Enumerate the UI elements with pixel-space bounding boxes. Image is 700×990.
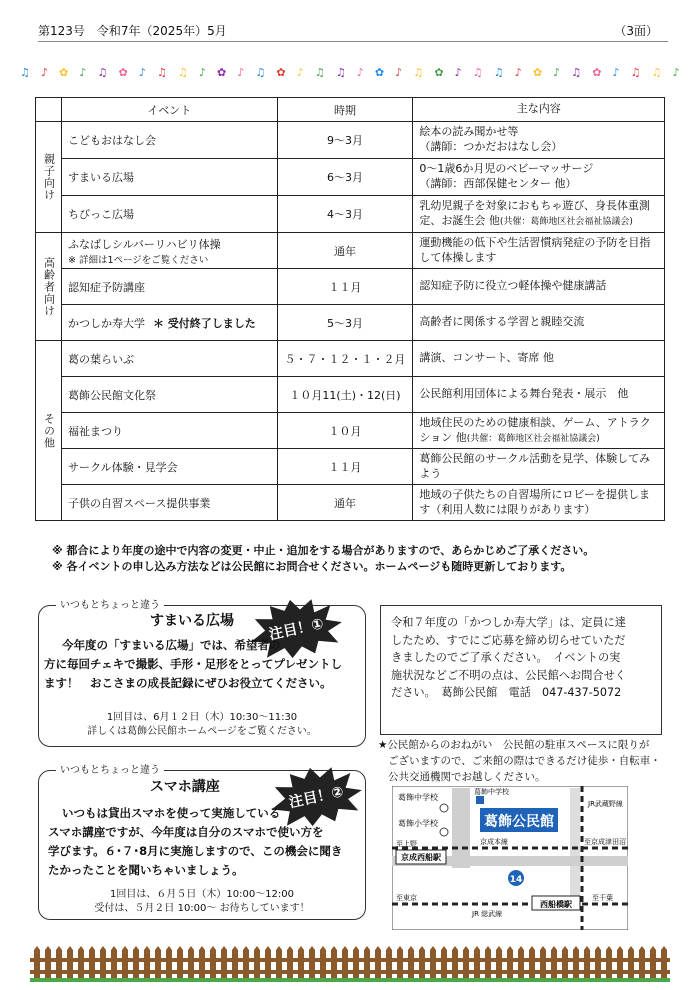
content-text: 公民館利用団体による舞台発表・展示 他	[419, 387, 629, 401]
fence-picket	[45, 946, 51, 978]
community-center-label: 葛飾公民館	[484, 814, 554, 830]
music-note-icon: ♫	[493, 66, 504, 79]
fence-picket	[496, 946, 502, 978]
content-text: 高齢者に関係する学習と親睦交流	[419, 315, 585, 329]
music-note-icon: ✿	[434, 66, 444, 79]
fence-picket	[518, 946, 524, 978]
feature1-line: 今年度の「すまいる広場」では、希望者の	[62, 638, 281, 652]
music-note-icon: ♫	[314, 66, 325, 79]
content-text: 葛飾公民館のサークル活動を見学、体験してみよう	[419, 451, 651, 480]
table-row	[36, 122, 665, 159]
music-note-icon: ♪	[40, 66, 48, 79]
music-note-icon: ♪	[198, 66, 206, 79]
period-cell: 5～3月	[277, 305, 413, 341]
music-note-icon: ✿	[118, 66, 128, 79]
badge-1-text: 注目！①	[267, 616, 326, 644]
access-map	[392, 786, 628, 930]
table-row	[36, 449, 665, 485]
fence-picket	[287, 946, 293, 978]
feature2-line: いつもは貸出スマホを使って実施している	[62, 806, 281, 820]
music-note-icon: ♫	[177, 66, 188, 79]
music-note-icon: ♪	[237, 66, 245, 79]
content-cell	[413, 305, 665, 341]
fence-picket	[408, 946, 414, 978]
page-number: （3面）	[614, 24, 658, 38]
route-label: 14	[509, 875, 523, 885]
music-note-icon: ♫	[255, 66, 266, 79]
feature2-line: スマホ講座ですが、今年度は自分のスマホで使い方を	[48, 825, 324, 839]
fence-picket	[353, 946, 359, 978]
fence-picket	[298, 946, 304, 978]
col-content: 主な内容	[413, 98, 665, 122]
table-row	[36, 159, 665, 196]
fence-picket	[89, 946, 95, 978]
table-row	[36, 305, 665, 341]
fence-picket	[166, 946, 172, 978]
music-note-icon: ♫	[571, 66, 582, 79]
music-note-icon: ✿	[592, 66, 602, 79]
table-row	[36, 485, 665, 521]
note-1: ※ 都合により年度の途中で内容の変更・中止・追加をする場合がありますので、あらかじめご了承ください。	[52, 544, 595, 557]
content-cell	[413, 449, 665, 485]
music-note-icon: ♪	[553, 66, 561, 79]
table-row	[36, 413, 665, 449]
event-table	[35, 97, 665, 521]
music-note-icon: ♪	[612, 66, 620, 79]
jr-sobu-label: JR 総武線	[472, 910, 503, 918]
music-note-icon: ✿	[59, 66, 69, 79]
feature1-body	[44, 636, 342, 693]
content-cell	[413, 233, 665, 269]
fence-picket	[606, 946, 612, 978]
music-note-icon: ♪	[138, 66, 146, 79]
table-row	[36, 196, 665, 233]
fence-picket	[419, 946, 425, 978]
music-note-icon: ♫	[156, 66, 167, 79]
fence-picket	[639, 946, 645, 978]
event-name: かつしか寿大学	[67, 316, 145, 330]
event-name: こどもおはなし会	[67, 134, 156, 147]
fence-picket	[397, 946, 403, 978]
music-note-icon: ♫	[97, 66, 108, 79]
content-text: 乳幼児親子を対象におもちゃ遊び、身長体重測定、お誕生会 他	[419, 199, 650, 227]
fence-picket	[34, 946, 40, 978]
fence-picket	[133, 946, 139, 978]
keisei-station: 京成西船駅	[401, 853, 441, 862]
event-cell	[61, 341, 277, 377]
event-cell	[61, 233, 277, 269]
period-cell: １１月	[277, 449, 413, 485]
event-cell	[61, 305, 277, 341]
request-line-3: 公共交通機関でお越しください。	[388, 771, 546, 783]
fence-picket	[628, 946, 634, 978]
note-2: ※ 各イベントの申し込み方法などは公民館にお問合せください。ホームページも随時更新しております。	[52, 560, 572, 573]
fence-picket	[573, 946, 579, 978]
map-road-east	[570, 788, 580, 904]
fence-picket	[595, 946, 601, 978]
content-cell	[413, 377, 665, 413]
fence-picket	[584, 946, 590, 978]
center-icon	[476, 796, 484, 804]
decorative-notes-border	[20, 66, 680, 80]
feature2-sub	[40, 888, 364, 916]
event-cell	[61, 269, 277, 305]
content-subtext: （講師：つかだおはなし会）	[419, 140, 563, 153]
music-note-icon: ✿	[374, 66, 385, 79]
event-name: 葛飾公民館文化祭	[67, 388, 156, 402]
table-row	[36, 377, 665, 413]
fence-picket	[177, 946, 183, 978]
fence-picket	[331, 946, 337, 978]
fence-picket	[562, 946, 568, 978]
fence-picket	[540, 946, 546, 978]
content-text: 0～1歳6か月児のベビーマッサージ	[419, 162, 594, 176]
music-note-icon: ♪	[356, 66, 364, 79]
fence-picket	[232, 946, 238, 978]
music-note-icon: ♫	[335, 66, 346, 79]
school2-label: 葛飾小学校	[398, 819, 438, 828]
content-text: 絵本の読み聞かせ等	[419, 125, 519, 139]
fence-picket	[430, 946, 436, 978]
music-note-icon: ♪	[454, 66, 462, 79]
feature1-sub	[40, 711, 364, 739]
fence-picket	[452, 946, 458, 978]
event-cell	[61, 449, 277, 485]
fence-picket	[100, 946, 106, 978]
event-cell	[61, 413, 277, 449]
table-row	[36, 341, 665, 377]
music-note-icon: ✿	[276, 66, 286, 79]
feature2-sub-2: 受付は、５月２日 10:00～ お待ちしています！	[94, 903, 310, 914]
notice-line: きましたのでご了承ください。 イベントの実	[391, 651, 621, 664]
event-name: ふなばしシルバーリハビリ体操	[67, 237, 221, 251]
notes	[52, 543, 594, 575]
content-text: 運動機能の低下や生活習慣病発症の予防を目指して体操します	[419, 235, 651, 264]
issue-label: 第123号 令和7年（2025年）5月	[38, 24, 227, 38]
category-cell: 高齢者向け	[36, 233, 62, 341]
fence-decoration	[30, 944, 670, 982]
fence-picket	[551, 946, 557, 978]
fence-picket	[210, 946, 216, 978]
content-subtext: （講師：西部保健センター 他）	[419, 177, 577, 190]
content-text: 地域住民のための健康相談、ゲーム、アトラクション 他	[419, 415, 651, 444]
period-cell: 6～3月	[277, 159, 413, 196]
keisei-line-label: 京成本線	[480, 838, 508, 846]
fence-picket	[265, 946, 271, 978]
content-cosponsor: (共催：葛飾地区社会福祉協議会)	[499, 217, 633, 227]
notice-line: したため、すでにご応募を締め切らせていただ	[391, 633, 626, 647]
fence-picket	[529, 946, 535, 978]
nishifunabashi-station: 西船橋駅	[540, 900, 572, 909]
content-cosponsor: (共催：葛飾地区社会福祉協議会)	[466, 433, 600, 444]
notice-box	[380, 605, 662, 735]
feature2-line: たかったことを聞いちゃいましょう。	[48, 863, 244, 877]
event-cell	[61, 159, 277, 196]
music-note-icon: ✿	[217, 66, 227, 79]
to-chiba: 至千葉	[592, 894, 613, 902]
content-cell	[413, 413, 665, 449]
period-cell: 4～3月	[277, 196, 413, 233]
feature1-sub-2: 詳しくは葛飾公民館ホームページをご覧ください。	[87, 726, 317, 737]
feature2-line: 学びます。６･７･8月に実施しますので、この機会に聞き	[48, 844, 343, 858]
fence-picket	[441, 946, 447, 978]
fence-picket	[56, 946, 62, 978]
music-note-icon: ♫	[413, 66, 424, 79]
request-line-2: ございますので、ご来館の際はできるだけ徒歩・自転車・	[388, 755, 661, 767]
music-note-icon: ♪	[296, 66, 304, 79]
table-row	[36, 269, 665, 305]
to-tokyo: 至東京	[396, 894, 417, 902]
fence-picket	[188, 946, 194, 978]
content-cell	[413, 196, 665, 233]
period-cell: 9～3月	[277, 122, 413, 159]
fence-picket	[111, 946, 117, 978]
music-note-icon: ♪	[79, 66, 87, 79]
period-cell: 通年	[277, 233, 413, 269]
fence-picket	[650, 946, 656, 978]
content-text: 認知症予防に役立つ軽体操や健康講話	[419, 279, 607, 293]
fence-picket	[309, 946, 315, 978]
table-row	[36, 233, 665, 269]
content-cell	[413, 341, 665, 377]
fence-picket	[78, 946, 84, 978]
feature1-sub-1: 1回目は、6月１２日（木）10:30～11:30	[106, 712, 298, 723]
fence-picket	[375, 946, 381, 978]
event-name: 子供の自習スペース提供事業	[67, 496, 211, 510]
event-name: 葛の葉らいぶ	[67, 352, 134, 366]
event-cell	[61, 196, 277, 233]
event-cell	[61, 485, 277, 521]
event-name: すまいる広場	[67, 171, 134, 184]
fence-picket	[342, 946, 348, 978]
page-header	[38, 20, 668, 42]
fence-picket	[474, 946, 480, 978]
content-cell	[413, 159, 665, 196]
col-event: イベント	[61, 98, 277, 122]
feature1-title: すまいる広場	[150, 613, 234, 629]
event-name: ちびっこ広場	[67, 208, 134, 221]
event-name: サークル体験・見学会	[67, 460, 178, 474]
request-line-1: ★公民館からのおねがい 公民館の駐車スペースに限りが	[378, 739, 650, 751]
fence-picket	[485, 946, 491, 978]
jr-musashino-label: JR武蔵野線	[588, 800, 623, 808]
event-cell	[61, 377, 277, 413]
fence-picket	[67, 946, 73, 978]
period-cell: 通年	[277, 485, 413, 521]
music-note-icon: ♫	[651, 66, 662, 79]
feature2-title: スマホ講座	[150, 779, 220, 795]
content-text: 地域の子供たちの自習場所にロビーを提供します（利用人数には限りがあります）	[419, 487, 650, 516]
music-note-icon: ♪	[395, 66, 403, 79]
content-cell	[413, 485, 665, 521]
school1-label: 葛飾中学校	[398, 793, 438, 802]
event-note: ※ 詳細は1ページをご覧ください	[67, 254, 209, 266]
notice-contact: ださい。 葛飾公民館 電話 047-437-5072	[391, 686, 622, 699]
period-cell: １０月11(土)・12(日)	[277, 377, 413, 413]
event-note: ＊ 受付終了しました	[152, 316, 256, 330]
content-text: 講演、コンサート、寄席 他	[419, 351, 554, 365]
col-blank	[36, 98, 62, 122]
fence-picket	[276, 946, 282, 978]
content-cell	[413, 122, 665, 159]
fence-picket	[364, 946, 370, 978]
category-cell: 親子向け	[36, 122, 62, 233]
col-period: 時期	[277, 98, 413, 122]
fence-picket	[463, 946, 469, 978]
event-name: 福祉まつり	[67, 424, 123, 438]
fence-picket	[144, 946, 150, 978]
music-note-icon: ♪	[514, 66, 522, 79]
fence-picket	[199, 946, 205, 978]
fence-picket	[254, 946, 260, 978]
badge-2-text: 注目！②	[287, 784, 346, 812]
fence-picket	[221, 946, 227, 978]
to-ueno: 至上野	[396, 840, 417, 848]
feature2-sub-1: 1回目は、６月５日（木）10:00～12:00	[110, 889, 294, 900]
fence-picket	[243, 946, 249, 978]
period-cell: １０月	[277, 413, 413, 449]
category-cell: その他	[36, 341, 62, 521]
feature1-line: ます！ おこさまの成長記録にぜひお役立てください。	[44, 676, 332, 690]
notice-line: 施状況などご不明の点は、公民館へお問合せく	[391, 668, 626, 682]
fence-picket	[320, 946, 326, 978]
fence-picket	[155, 946, 161, 978]
to-tsudanuma: 至京成津田沼	[584, 838, 626, 846]
fence-picket	[617, 946, 623, 978]
music-note-icon: ✿	[532, 66, 543, 79]
music-note-icon: ♪	[672, 66, 680, 79]
feature2-body	[48, 804, 343, 880]
music-note-icon: ♫	[20, 66, 30, 79]
fence-picket	[122, 946, 128, 978]
parking-request	[378, 737, 678, 785]
feature1-line: 方に毎回チェキで撮影、手形・足形をとってプレゼントし	[44, 657, 342, 671]
feature1-tag: いつもとちょっと違う	[56, 596, 164, 611]
content-cell	[413, 269, 665, 305]
music-note-icon: ♫	[630, 66, 641, 79]
period-cell: ５・７・１２・１・２月	[277, 341, 413, 377]
event-cell	[61, 122, 277, 159]
fence-picket	[661, 946, 667, 978]
fence-picket	[386, 946, 392, 978]
notice-line: 令和７年度の「かつしか寿大学」は、定員に達	[391, 616, 626, 629]
music-note-icon: ♫	[472, 66, 483, 79]
feature2-tag: いつもとちょっと違う	[56, 761, 164, 776]
school1b-label: 葛飾中学校	[474, 788, 509, 796]
event-name: 認知症予防講座	[67, 280, 145, 294]
period-cell: １１月	[277, 269, 413, 305]
fence-picket	[507, 946, 513, 978]
